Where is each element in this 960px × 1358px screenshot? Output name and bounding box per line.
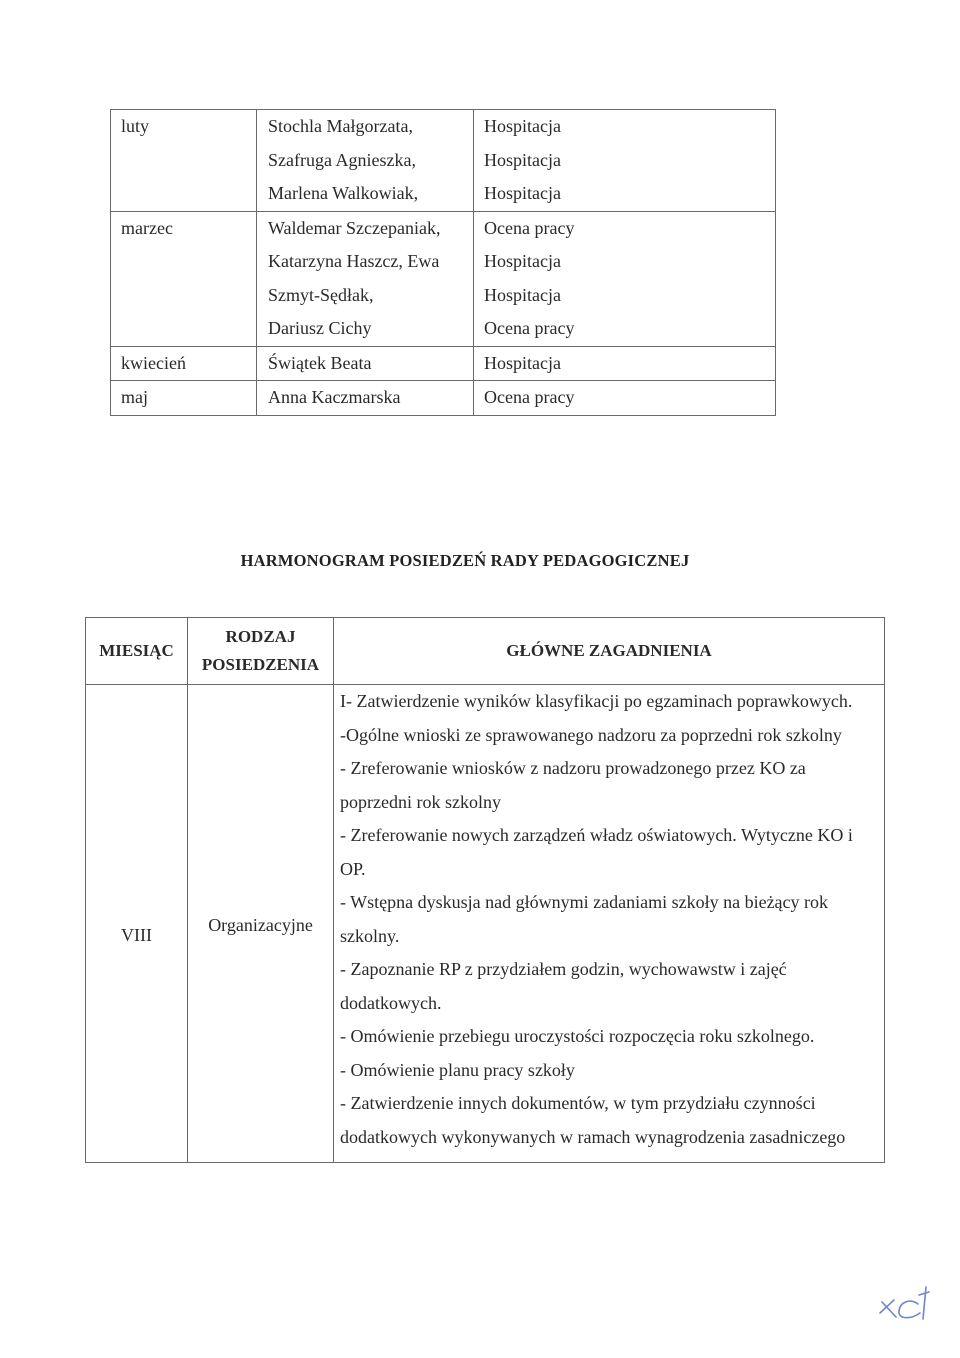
activity-type: Hospitacja xyxy=(484,251,561,271)
names-cell xyxy=(257,211,474,346)
topic-item: -Ogólne wnioski ze sprawowanego nadzoru za poprzedni rok szkolny xyxy=(340,724,842,745)
column-header-topics: GŁÓWNE ZAGADNIENIA xyxy=(334,618,885,685)
teacher-name: Stochla Małgorzata, xyxy=(268,116,413,136)
names-cell xyxy=(257,346,474,381)
council-meetings-table xyxy=(85,617,885,1163)
month-cell: maj xyxy=(111,381,257,416)
topic-item: - Zreferowanie wniosków z nadzoru prowadzonego przez KO za poprzedni rok szkolny xyxy=(340,758,806,812)
teacher-name: Szafruga Agnieszka, xyxy=(268,149,416,170)
topics-cell xyxy=(334,685,885,1163)
meeting-type-cell: Organizacyjne xyxy=(188,685,334,1163)
handwritten-signature xyxy=(874,1280,934,1325)
table-row xyxy=(111,110,776,212)
activity-type: Hospitacja xyxy=(484,116,561,136)
section-heading: HARMONOGRAM POSIEDZEŃ RADY PEDAGOGICZNEJ xyxy=(240,551,690,570)
topic-item: - Wstępna dyskusja nad głównymi zadaniami szkoły na bieżący rok szkolny. xyxy=(340,892,829,946)
month-cell: VIII xyxy=(86,685,188,1163)
column-header-month: MIESIĄC xyxy=(86,618,188,685)
activity-type: Ocena pracy xyxy=(484,387,575,407)
activity-type: Hospitacja xyxy=(484,149,561,170)
teacher-name: Marlena Walkowiak, xyxy=(268,183,419,203)
names-cell xyxy=(257,110,474,212)
teacher-name: Waldemar Szczepaniak, xyxy=(268,217,441,238)
teacher-name: Dariusz Cichy xyxy=(268,318,372,338)
column-header-meeting-type xyxy=(188,618,334,685)
table-row xyxy=(86,685,885,1163)
topic-item: - Omówienie przebiegu uroczystości rozpoczęcia roku szkolnego. xyxy=(340,1026,815,1046)
activity-cell xyxy=(474,211,776,346)
names-cell xyxy=(257,381,474,416)
activity-type: Hospitacja xyxy=(484,352,561,373)
table-row xyxy=(111,346,776,381)
topic-item: - Omówienie planu pracy szkoły xyxy=(340,1059,575,1080)
activity-type: Ocena pracy xyxy=(484,318,575,338)
table-row xyxy=(111,381,776,416)
activity-type: Hospitacja xyxy=(484,183,561,203)
teacher-name: Szmyt-Sędłak, xyxy=(268,284,374,305)
topic-item: - Zatwierdzenie innych dokumentów, w tym przydziału czynności dodatkowych wykonywanych w ramach wynagrodzenia zasadniczego xyxy=(340,1093,846,1147)
month-cell: marzec xyxy=(111,211,257,346)
header-line: POSIEDZENIA xyxy=(201,655,320,674)
month-cell: kwiecień xyxy=(111,346,257,381)
topic-item: - Zreferowanie nowych zarządzeń władz oświatowych. Wytyczne KO i OP. xyxy=(340,825,853,879)
table-header-row xyxy=(86,618,885,685)
supervision-schedule-table xyxy=(110,109,776,416)
teacher-name: Anna Kaczmarska xyxy=(268,387,401,407)
activity-type: Ocena pracy xyxy=(484,217,575,238)
teacher-name: Katarzyna Haszcz, Ewa xyxy=(268,251,440,271)
topic-item: I- Zatwierdzenie wyników klasyfikacji po egzaminach poprawkowych. xyxy=(340,691,853,711)
header-line: RODZAJ xyxy=(225,627,296,646)
activity-cell xyxy=(474,110,776,212)
month-cell: luty xyxy=(111,110,257,212)
activity-cell xyxy=(474,346,776,381)
table-row xyxy=(111,211,776,346)
activity-cell xyxy=(474,381,776,416)
activity-type: Hospitacja xyxy=(484,284,561,305)
topic-item: - Zapoznanie RP z przydziałem godzin, wychowawstw i zajęć dodatkowych. xyxy=(340,959,787,1013)
teacher-name: Świątek Beata xyxy=(268,352,372,373)
